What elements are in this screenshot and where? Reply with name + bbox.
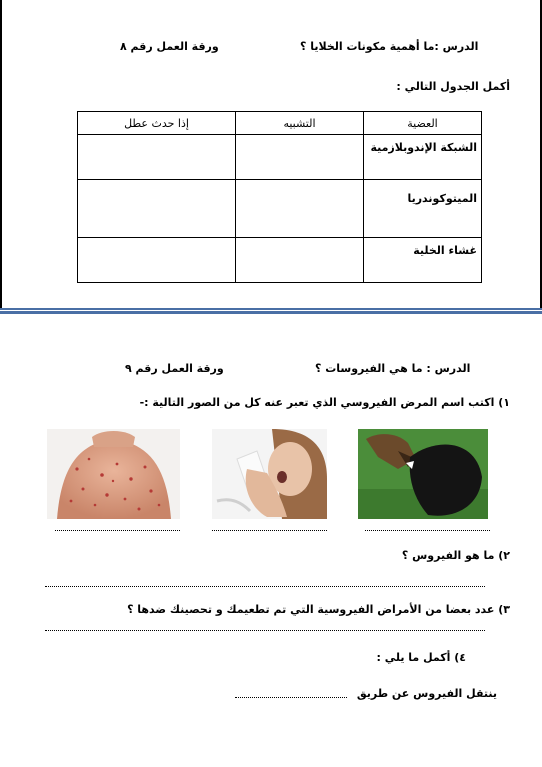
- question-3: ٣) عدد بعضا من الأمراض الفيروسية التي تم تطعيمك و تحصينك ضدها ؟: [127, 603, 510, 616]
- question-1: ١) اكتب اسم المرض الفيروسي الذي تعبر عنه كل من الصور التالية :-: [139, 396, 510, 409]
- chickenpox-back-photo: [47, 429, 180, 519]
- section-divider: [0, 308, 542, 314]
- answer-line-photo-2[interactable]: [212, 530, 327, 531]
- cell-analogy[interactable]: [236, 238, 364, 283]
- answer-line-q2[interactable]: [45, 586, 485, 587]
- cell-analogy[interactable]: [236, 135, 364, 180]
- organelles-table: [77, 111, 482, 283]
- cell-malfunction[interactable]: [78, 135, 236, 180]
- table-row: [78, 179, 482, 237]
- header-organelle: العضية: [364, 112, 482, 135]
- question-4: ٤) أكمل ما يلي :: [376, 651, 466, 664]
- table-instruction: أكمل الجدول التالي :: [396, 80, 510, 93]
- cell-malfunction[interactable]: [78, 179, 236, 237]
- worksheet-number-9: ورقة العمل رقم ٩: [125, 362, 224, 375]
- lesson-title-9: الدرس : ما هي الفيروسات ؟: [315, 362, 471, 375]
- header-malfunction: إذا حدث عطل: [78, 112, 236, 135]
- table-row: [78, 135, 482, 180]
- worksheet-number-8: ورقة العمل رقم ٨: [120, 40, 219, 53]
- q4-sentence: ينتقل الفيروس عن طريق: [356, 687, 497, 700]
- question-2: ٢) ما هو الفيروس ؟: [401, 549, 510, 562]
- cell-organelle: الشبكة الإندوبلازمية: [364, 135, 482, 180]
- answer-line-photo-3[interactable]: [365, 530, 490, 531]
- table-row: [78, 238, 482, 283]
- answer-line-photo-1[interactable]: [55, 530, 180, 531]
- answer-line-q4[interactable]: [235, 697, 347, 698]
- page-border-left: [0, 0, 2, 310]
- dog-bite-photo: [358, 429, 488, 519]
- cell-organelle: غشاء الخلية: [364, 238, 482, 283]
- sneezing-woman-photo: [212, 429, 327, 519]
- answer-line-q3[interactable]: [45, 630, 485, 631]
- cell-analogy[interactable]: [236, 179, 364, 237]
- header-analogy: التشبيه: [236, 112, 364, 135]
- lesson-title-8: الدرس :ما أهمية مكونات الخلايا ؟: [300, 40, 479, 53]
- table-header-row: [78, 112, 482, 135]
- cell-malfunction[interactable]: [78, 238, 236, 283]
- cell-organelle: الميتوكوندريا: [364, 179, 482, 237]
